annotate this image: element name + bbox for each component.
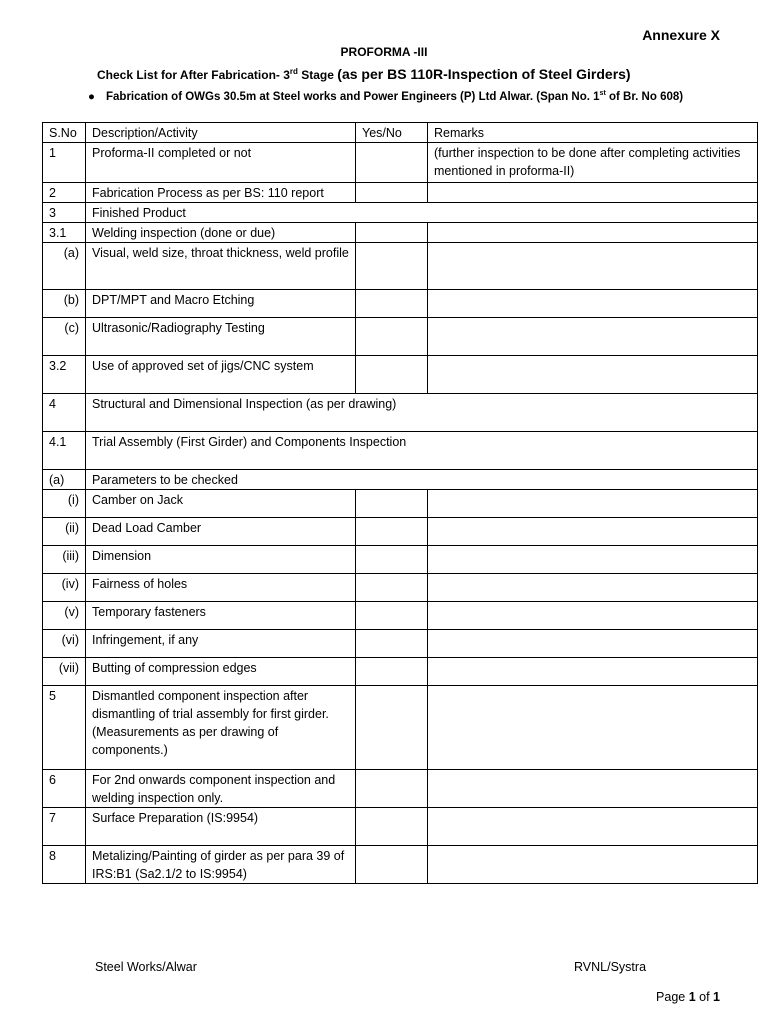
fabrication-bullet [88,90,683,103]
row-description: Finished Product [86,203,758,223]
row-sno: 4.1 [43,432,86,470]
row-remarks [428,574,758,602]
row-description: Use of approved set of jigs/CNC system [86,356,356,394]
row-sno: 3 [43,203,86,223]
row-sno: 8 [43,846,86,884]
checklist-standard: (as per BS 110R-Inspection of Steel Girders) [337,66,631,82]
row-sno: (ii) [43,518,86,546]
table-row [43,143,758,183]
table-row [43,658,758,686]
bullet-sup: st [599,90,606,97]
page-label: Page [656,990,689,1004]
table-row [43,602,758,630]
bullet-text-1: Fabrication of OWGs 30.5m at Steel works and Power Engineers (P) Ltd Alwar. (Span No. 1 [106,90,600,103]
row-yes-no[interactable] [356,686,428,770]
table-row [43,356,758,394]
table-header-row [43,123,758,143]
bullet-icon: ● [88,90,95,103]
row-remarks [428,770,758,808]
row-yes-no[interactable] [356,518,428,546]
page-current: 1 [688,990,696,1004]
row-yes-no[interactable] [356,183,428,203]
row-sno: (a) [43,243,86,290]
row-description: Dead Load Camber [86,518,356,546]
row-yes-no[interactable] [356,318,428,356]
proforma-title: PROFORMA -III [340,45,428,59]
table-row [43,490,758,518]
row-yes-no[interactable] [356,846,428,884]
row-description: Surface Preparation (IS:9954) [86,808,356,846]
row-description: Butting of compression edges [86,658,356,686]
row-description: Fabrication Process as per BS: 110 report [86,183,356,203]
checklist-prefix: Check List for After Fabrication- 3 [97,68,290,82]
table-row [43,630,758,658]
table-row [43,203,758,223]
row-description: Trial Assembly (First Girder) and Components Inspection [86,432,758,470]
row-remarks [428,686,758,770]
checklist-table [42,122,758,884]
table-row [43,318,758,356]
footer-steel-works: Steel Works/Alwar [95,960,197,974]
table-row [43,223,758,243]
page-total: 1 [713,990,720,1004]
row-remarks [428,356,758,394]
row-sno: (vi) [43,630,86,658]
row-remarks [428,243,758,290]
table-row [43,846,758,884]
row-remarks [428,223,758,243]
table-row [43,686,758,770]
row-description: DPT/MPT and Macro Etching [86,290,356,318]
row-description: Fairness of holes [86,574,356,602]
row-yes-no[interactable] [356,574,428,602]
page-of: of [695,990,714,1004]
row-sno: 5 [43,686,86,770]
row-sno: (v) [43,602,86,630]
row-description: Visual, weld size, throat thickness, weld profile [86,243,356,290]
row-sno: 7 [43,808,86,846]
row-description: Temporary fasteners [86,602,356,630]
row-sno: 3.1 [43,223,86,243]
row-yes-no[interactable] [356,546,428,574]
table-row [43,394,758,432]
table-row [43,243,758,290]
row-yes-no[interactable] [356,808,428,846]
row-yes-no[interactable] [356,770,428,808]
table-row [43,183,758,203]
row-yes-no[interactable] [356,602,428,630]
table-row [43,546,758,574]
row-yes-no[interactable] [356,490,428,518]
header-remarks: Remarks [428,123,758,143]
row-description: Ultrasonic/Radiography Testing [86,318,356,356]
row-remarks [428,318,758,356]
row-remarks: (further inspection to be done after completing activities mentioned in proforma-II) [428,143,758,183]
row-sno: (vii) [43,658,86,686]
footer-rvnl: RVNL/Systra [574,960,647,974]
header-yes-no: Yes/No [356,123,428,143]
row-yes-no[interactable] [356,356,428,394]
header-description: Description/Activity [86,123,356,143]
row-remarks [428,546,758,574]
row-description: For 2nd onwards component inspection and welding inspection only. [86,770,356,808]
row-sno: 2 [43,183,86,203]
table-row [43,574,758,602]
row-description: Dismantled component inspection after dismantling of trial assembly for first girder. (Measurements as per drawing of components.) [86,686,356,770]
checklist-title [97,66,631,82]
table-row [43,470,758,490]
row-remarks [428,518,758,546]
row-yes-no[interactable] [356,243,428,290]
checklist-stage: Stage [297,68,338,82]
checklist-sup: rd [289,67,298,76]
table-row [43,518,758,546]
row-description: Dimension [86,546,356,574]
row-description: Metalizing/Painting of girder as per para 39 of IRS:B1 (Sa2.1/2 to IS:9954) [86,846,356,884]
table-row [43,770,758,808]
row-remarks [428,808,758,846]
row-remarks [428,290,758,318]
row-remarks [428,846,758,884]
row-yes-no[interactable] [356,658,428,686]
row-sno: (c) [43,318,86,356]
row-description: Proforma-II completed or not [86,143,356,183]
row-sno: (iii) [43,546,86,574]
annexure-label: Annexure X [642,27,720,43]
row-remarks [428,183,758,203]
table-row [43,808,758,846]
row-sno: (b) [43,290,86,318]
row-description: Camber on Jack [86,490,356,518]
row-remarks [428,490,758,518]
row-sno: 3.2 [43,356,86,394]
row-description: Infringement, if any [86,630,356,658]
row-yes-no[interactable] [356,630,428,658]
row-yes-no[interactable] [356,223,428,243]
row-yes-no[interactable] [356,290,428,318]
row-sno: 6 [43,770,86,808]
bullet-text-2: of Br. No 608) [605,90,684,103]
row-description: Welding inspection (done or due) [86,223,356,243]
row-sno: (iv) [43,574,86,602]
row-remarks [428,630,758,658]
row-description: Structural and Dimensional Inspection (as per drawing) [86,394,758,432]
row-sno: (i) [43,490,86,518]
header-sno: S.No [43,123,86,143]
table-row [43,432,758,470]
row-remarks [428,602,758,630]
page-number [656,990,720,1004]
row-sno: (a) [43,470,86,490]
table-row [43,290,758,318]
row-yes-no[interactable] [356,143,428,183]
row-sno: 1 [43,143,86,183]
row-sno: 4 [43,394,86,432]
row-remarks [428,658,758,686]
row-description: Parameters to be checked [86,470,758,490]
